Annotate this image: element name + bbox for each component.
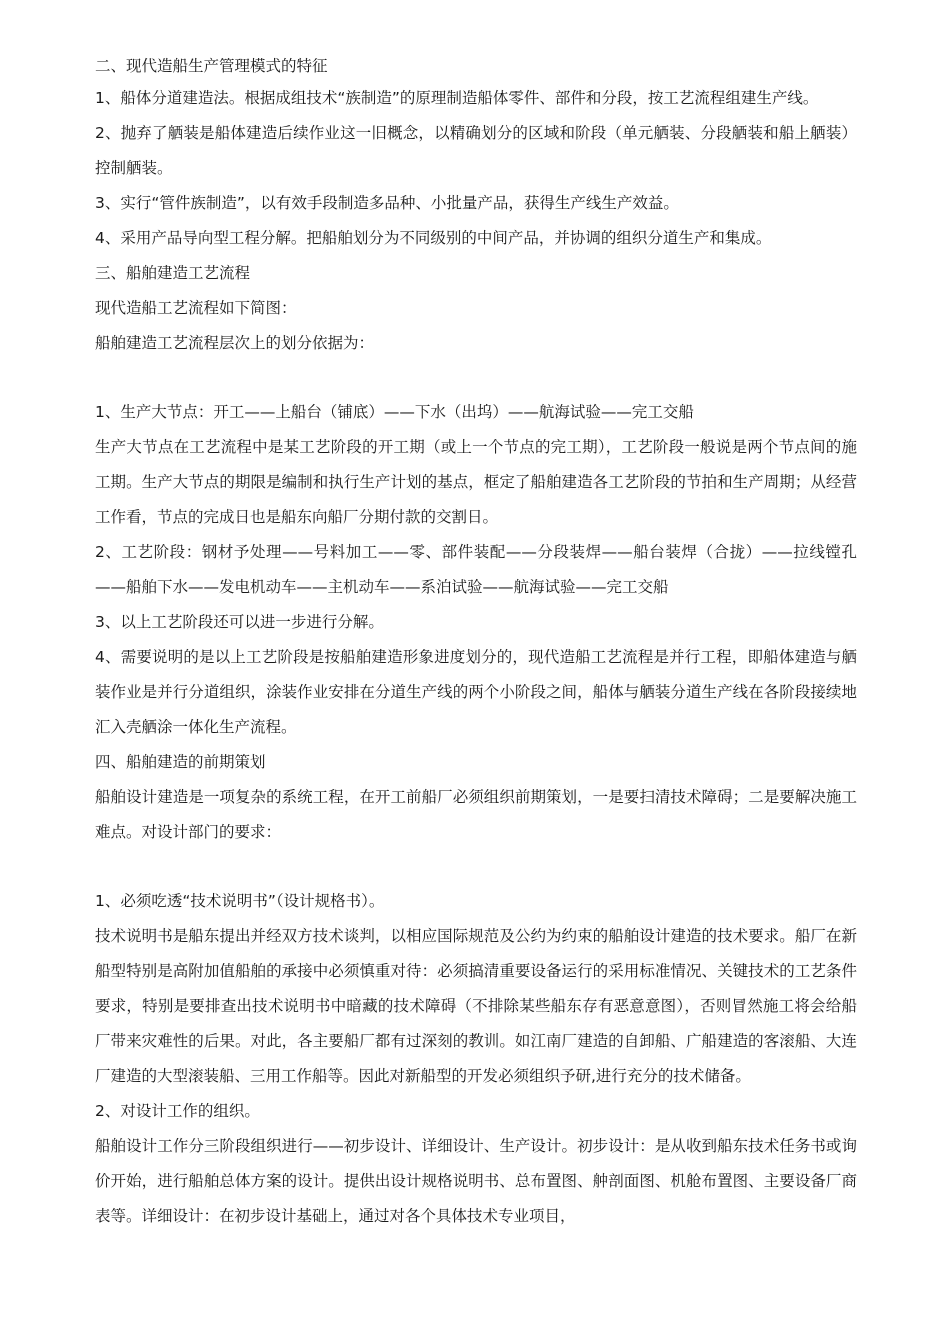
- paragraph: 2、抛弃了舾装是船体建造后续作业这一旧概念，以精确划分的区域和阶段（单元舾装、分段舾装和船上舾装）控制舾装。: [95, 124, 857, 177]
- section-heading: 二、现代造船生产管理模式的特征: [95, 57, 328, 75]
- paragraph: 3、以上工艺阶段还可以进一步进行分解。: [95, 613, 384, 631]
- paragraph: 生产大节点在工艺流程中是某工艺阶段的开工期（或上一个节点的完工期），工艺阶段一般说是两个节点间的施工期。生产大节点的期限是编制和执行生产计划的基点，框定了船舶建造各工艺阶段的节拍和生产周期；从经营工作看，节点的完成日也是船东向船厂分期付款的交割日。: [95, 438, 857, 526]
- section-heading: 三、船舶建造工艺流程: [95, 264, 251, 282]
- paragraph: 船舶设计工作分三阶段组织进行——初步设计、详细设计、生产设计。初步设计：是从收到船东技术任务书或询价开始，进行船舶总体方案的设计。提供出设计规格说明书、总布置图、舯剖面图、机舱布置图、主要设备厂商表等。详细设计：在初步设计基础上，通过对各个具体技术专业项目，: [95, 1137, 857, 1225]
- section-heading: 四、船舶建造的前期策划: [95, 753, 266, 771]
- paragraph: 2、工艺阶段：钢材予处理——号料加工——零、部件装配——分段装焊——船台装焊（合拢）——拉线镗孔——船舶下水——发电机动车——主机动车——系泊试验——航海试验——完工交船: [95, 543, 857, 596]
- paragraph: 2、对设计工作的组织。: [95, 1102, 260, 1120]
- paragraph: 1、船体分道建造法。根据成组技术“族制造”的原理制造船体零件、部件和分段，按工艺流程组建生产线。: [95, 89, 819, 107]
- paragraph: 1、生产大节点：开工——上船台（铺底）——下水（出坞）——航海试验——完工交船: [95, 403, 694, 421]
- paragraph: 1、必须吃透“技术说明书”（设计规格书）。: [95, 892, 385, 910]
- paragraph: 现代造船工艺流程如下简图：: [95, 299, 297, 317]
- paragraph: 船舶设计建造是一项复杂的系统工程，在开工前船厂必须组织前期策划，一是要扫清技术障碍；二是要解决施工难点。对设计部门的要求：: [95, 788, 857, 841]
- paragraph: 3、实行“管件族制造”，以有效手段制造多品种、小批量产品，获得生产线生产效益。: [95, 194, 679, 212]
- paragraph: 技术说明书是船东提出并经双方技术谈判，以相应国际规范及公约为约束的船舶设计建造的技术要求。船厂在新船型特别是高附加值船舶的承接中必须慎重对待：必须搞清重要设备运行的采用标准情况、关键技术的工艺条件要求，特别是要排查出技术说明书中暗藏的技术障碍（不排除某些船东存有恶意意图），否则冒然施工将会给船厂带来灾难性的后果。对此，各主要船厂都有过深刻的教训。如江南厂建造的自卸船、广船建造的客滚船、大连厂建造的大型滚装船、三用工作船等。因此对新船型的开发必须组织予研,进行充分的技术储备。: [95, 927, 857, 1085]
- paragraph: 4、采用产品导向型工程分解。把船舶划分为不同级别的中间产品，并协调的组织分道生产和集成。: [95, 229, 772, 247]
- document-page: [95, 56, 857, 1234]
- paragraph: 4、需要说明的是以上工艺阶段是按船舶建造形象进度划分的，现代造船工艺流程是并行工程，即船体建造与舾装作业是并行分道组织，涂装作业安排在分道生产线的两个小阶段之间，船体与舾装分道生产线在各阶段接续地汇入壳舾涂一体化生产流程。: [95, 648, 857, 736]
- paragraph: 船舶建造工艺流程层次上的划分依据为：: [95, 334, 375, 352]
